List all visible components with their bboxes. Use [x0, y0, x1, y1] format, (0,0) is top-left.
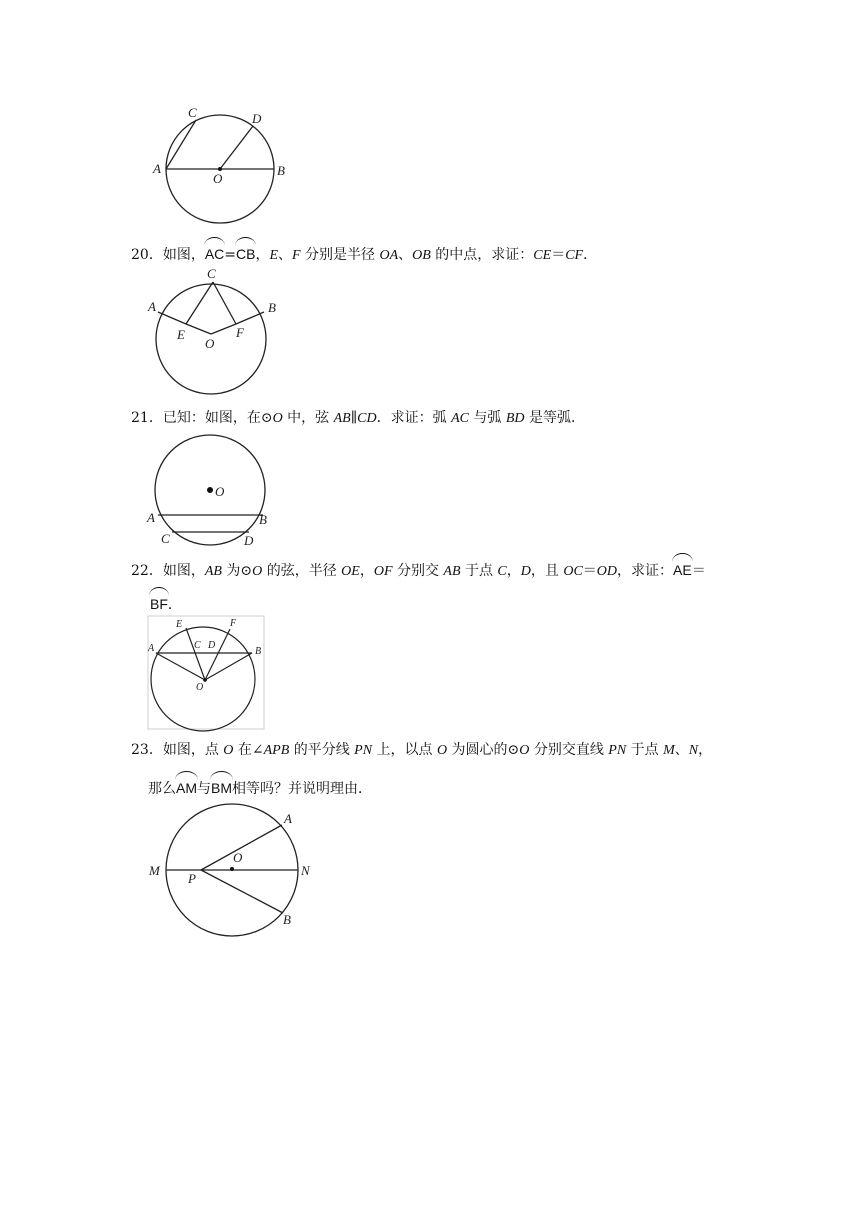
- question-23-line-2: [148, 774, 372, 799]
- var-pn: PN: [608, 743, 627, 758]
- var-n: N: [688, 743, 699, 758]
- text: ＝: [551, 247, 566, 263]
- text: 分别交直线: [529, 742, 609, 758]
- label-a: A: [284, 811, 292, 826]
- segment-fb: [236, 312, 264, 324]
- var-e: E: [269, 248, 279, 263]
- question-22-line-1: [131, 556, 706, 582]
- arc-cb: CB: [236, 240, 255, 264]
- var-o: O: [436, 743, 448, 758]
- radius-oe: [186, 628, 205, 680]
- text: 的平分线: [289, 742, 355, 758]
- var-pn: PN: [354, 743, 373, 758]
- text: 在∠: [233, 742, 264, 758]
- label-p: P: [188, 871, 196, 886]
- text: ．求证：弧: [376, 410, 452, 426]
- center-point: [230, 867, 234, 871]
- var-m: M: [663, 743, 675, 758]
- text: ，求证：: [617, 563, 674, 579]
- var-ac: AC: [451, 411, 469, 426]
- var-f: F: [292, 248, 301, 263]
- text: =: [224, 247, 237, 263]
- label-c: C: [194, 640, 201, 651]
- arc-ac: AC: [205, 240, 224, 264]
- text: ，: [255, 247, 270, 263]
- text: ．: [583, 247, 598, 263]
- ray-pb: [201, 870, 283, 913]
- label-b: B: [268, 300, 276, 315]
- var-d: D: [520, 564, 531, 579]
- var-ce: CE: [533, 248, 552, 263]
- figure-21: [140, 432, 290, 550]
- question-number: 22．: [131, 563, 163, 579]
- text: ∥: [350, 410, 358, 426]
- text: 于点: [626, 742, 664, 758]
- label-f: F: [230, 618, 237, 629]
- text: 的中点，求证：: [430, 247, 534, 263]
- arc-ae: AE: [673, 556, 692, 580]
- arc-bm: BM: [211, 774, 232, 798]
- text: 相等吗？并说明理由．: [232, 781, 372, 797]
- text: 上，以点: [372, 742, 437, 758]
- text: ＝: [691, 563, 706, 579]
- label-d: D: [252, 111, 262, 126]
- question-23-line-1: [131, 740, 712, 761]
- text: 与弧: [468, 410, 506, 426]
- segment-eo: [186, 324, 211, 334]
- arc-am: AM: [176, 774, 197, 798]
- label-e: E: [176, 619, 183, 630]
- text: ．: [167, 597, 182, 613]
- label-c: C: [207, 266, 216, 281]
- question-22-line-2: [150, 590, 182, 615]
- var-ob: OB: [412, 248, 431, 263]
- chord-ac: [166, 120, 196, 169]
- text: 如图，: [162, 247, 205, 263]
- var-oe: OE: [341, 564, 360, 579]
- var-o: O: [272, 411, 283, 426]
- label-c: C: [188, 105, 197, 120]
- label-c: C: [161, 531, 170, 546]
- var-ab: AB: [333, 411, 351, 426]
- label-b: B: [277, 163, 285, 178]
- text: 中，弦: [282, 410, 334, 426]
- var-ab: AB: [204, 564, 222, 579]
- label-a: A: [148, 299, 156, 314]
- var-cf: CF: [565, 248, 584, 263]
- label-m: M: [149, 863, 160, 878]
- segment-of: [211, 324, 236, 334]
- text: ，: [698, 742, 713, 758]
- text: 的弦，半径: [262, 563, 342, 579]
- text: 、: [398, 247, 413, 263]
- var-o: O: [252, 564, 263, 579]
- label-b: B: [259, 512, 267, 527]
- text: 如图，点: [162, 742, 224, 758]
- segment-ae: [158, 312, 186, 324]
- label-d: D: [208, 640, 216, 651]
- label-b: B: [255, 646, 262, 657]
- label-o: O: [215, 484, 225, 499]
- var-o: O: [223, 743, 234, 758]
- var-o: O: [519, 743, 530, 758]
- text: 为圆心的⊙: [447, 742, 520, 758]
- label-n: N: [301, 863, 310, 878]
- center-point: [203, 678, 207, 682]
- text: 于点: [460, 563, 498, 579]
- text: ，: [506, 563, 521, 579]
- label-a: A: [147, 510, 155, 525]
- figure-23: [145, 800, 325, 940]
- question-number: 23．: [131, 742, 163, 758]
- question-number: 20．: [131, 247, 163, 263]
- question-20: [131, 240, 597, 266]
- label-d: D: [244, 533, 254, 548]
- text: 分别是半径: [300, 247, 380, 263]
- text: ，且: [530, 563, 564, 579]
- text: 是等弧．: [524, 410, 585, 426]
- question-number: 21．: [131, 410, 163, 426]
- var-ab: AB: [443, 564, 461, 579]
- question-21: [131, 408, 585, 429]
- text: 、: [278, 247, 293, 263]
- label-o: O: [213, 171, 223, 186]
- var-c: C: [497, 564, 507, 579]
- label-a: A: [148, 643, 155, 654]
- label-b: B: [283, 912, 291, 927]
- var-apb: APB: [263, 743, 290, 758]
- text: ，: [359, 563, 374, 579]
- var-bd: BD: [505, 411, 525, 426]
- segment-ao: [156, 653, 205, 680]
- figure-22: [146, 614, 268, 732]
- figure-20: [140, 264, 290, 399]
- label-o: O: [196, 682, 204, 693]
- figure-19: [140, 100, 310, 230]
- text: 、: [674, 742, 689, 758]
- figure-frame: [148, 616, 264, 729]
- center-point: [207, 487, 213, 493]
- var-oa: OA: [379, 248, 399, 263]
- var-cd: CD: [357, 411, 377, 426]
- text: ＝: [582, 563, 597, 579]
- text: 为⊙: [221, 563, 253, 579]
- arc-bf: BF: [150, 590, 168, 614]
- label-e: E: [177, 327, 185, 342]
- label-o: O: [233, 850, 243, 865]
- text: 如图，: [162, 563, 205, 579]
- label-a: A: [153, 161, 161, 176]
- radius-od: [220, 126, 253, 169]
- var-oc: OC: [563, 564, 583, 579]
- text: 与: [197, 781, 211, 797]
- label-f: F: [236, 325, 244, 340]
- label-o: O: [205, 336, 215, 351]
- text: 分别交: [392, 563, 444, 579]
- var-of: OF: [373, 564, 393, 579]
- text: 已知：如图，在⊙: [162, 410, 273, 426]
- var-od: OD: [596, 564, 618, 579]
- text: 那么: [148, 781, 176, 797]
